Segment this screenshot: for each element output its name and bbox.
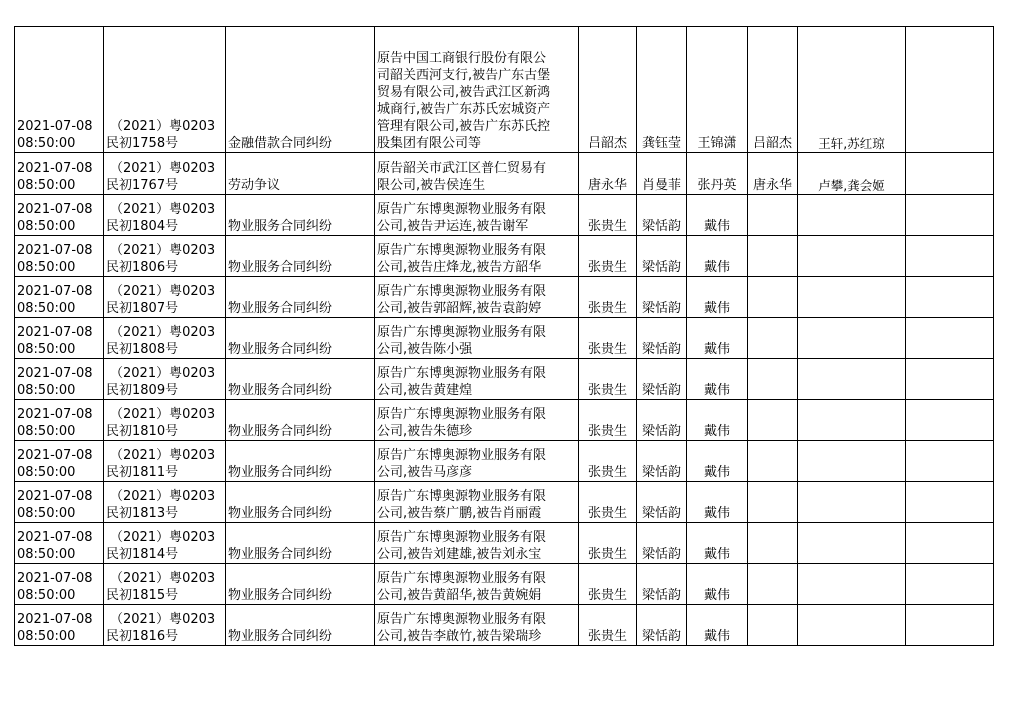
table-row xyxy=(15,359,994,400)
other-personnel: 卢攀,龚会姬 xyxy=(818,178,885,193)
parties-line: 原告中国工商银行股份有限公 xyxy=(377,51,547,66)
juror-2-cell xyxy=(687,153,748,195)
table-row xyxy=(15,441,994,482)
parties-line: 原告广东博奥源物业服务有限 xyxy=(377,243,547,258)
blank-cell xyxy=(906,523,994,564)
hearing-datetime-cell xyxy=(15,482,104,523)
case-number-cell xyxy=(104,27,226,153)
case-number-line1: （2021）粤0203 xyxy=(110,612,216,627)
case-number-line1: （2021）粤0203 xyxy=(110,571,216,586)
presiding-judge-cell xyxy=(579,318,637,359)
hearing-date: 2021-07-08 xyxy=(17,530,93,545)
presiding-judge-cell xyxy=(579,564,637,605)
parties-cell xyxy=(375,153,579,195)
case-number-line2: 民初1808号 xyxy=(106,342,179,357)
hearing-date: 2021-07-08 xyxy=(17,407,93,422)
case-cause: 物业服务合同纠纷 xyxy=(228,342,333,357)
hearing-time: 08:50:00 xyxy=(17,588,76,603)
parties-cell xyxy=(375,482,579,523)
table-row xyxy=(15,482,994,523)
presiding-judge-cell xyxy=(579,482,637,523)
case-number-line1: （2021）粤0203 xyxy=(110,119,216,134)
hearing-time: 08:50:00 xyxy=(17,219,76,234)
case-cause-cell xyxy=(226,359,375,400)
presiding-judge: 张贵生 xyxy=(587,424,627,439)
presiding-judge: 张贵生 xyxy=(587,506,627,521)
presiding-judge-cell xyxy=(579,195,637,236)
hearing-datetime-cell xyxy=(15,441,104,482)
case-number-line1: （2021）粤0203 xyxy=(110,366,216,381)
presiding-judge: 张贵生 xyxy=(587,219,627,234)
parties-cell xyxy=(375,236,579,277)
case-cause: 物业服务合同纠纷 xyxy=(228,465,333,480)
case-number-line2: 民初1804号 xyxy=(106,219,179,234)
parties-line: 原告广东博奥源物业服务有限 xyxy=(377,407,547,422)
parties-line: 公司,被告朱德珍 xyxy=(377,424,473,439)
case-cause: 物业服务合同纠纷 xyxy=(228,506,333,521)
hearing-date: 2021-07-08 xyxy=(17,571,93,586)
clerk-cell xyxy=(748,277,798,318)
case-cause: 物业服务合同纠纷 xyxy=(228,424,333,439)
presiding-judge-cell xyxy=(579,523,637,564)
presiding-judge: 张贵生 xyxy=(587,629,627,644)
table-row xyxy=(15,236,994,277)
hearing-datetime-cell xyxy=(15,400,104,441)
juror-1-cell xyxy=(637,400,687,441)
case-cause-cell xyxy=(226,523,375,564)
parties-cell xyxy=(375,195,579,236)
hearing-datetime-cell xyxy=(15,153,104,195)
case-cause: 物业服务合同纠纷 xyxy=(228,383,333,398)
other-personnel-cell xyxy=(798,441,906,482)
juror-1-cell xyxy=(637,482,687,523)
presiding-judge: 吕韶杰 xyxy=(587,136,627,151)
juror-1: 梁恬韵 xyxy=(641,465,681,480)
juror-2: 戴伟 xyxy=(703,260,730,275)
hearing-datetime-cell xyxy=(15,195,104,236)
case-number-line1: （2021）粤0203 xyxy=(110,243,216,258)
blank-cell xyxy=(906,605,994,646)
case-cause-cell xyxy=(226,564,375,605)
parties-line: 公司,被告马彦彦 xyxy=(377,465,473,480)
presiding-judge: 张贵生 xyxy=(587,342,627,357)
blank-cell xyxy=(906,153,994,195)
hearing-time: 08:50:00 xyxy=(17,465,76,480)
table-row xyxy=(15,277,994,318)
blank-cell xyxy=(906,27,994,153)
juror-1-cell xyxy=(637,605,687,646)
hearing-date: 2021-07-08 xyxy=(17,284,93,299)
case-number-cell xyxy=(104,605,226,646)
juror-1-cell xyxy=(637,153,687,195)
parties-line: 公司,被告黄韶华,被告黄婉娟 xyxy=(377,588,542,603)
table-row xyxy=(15,564,994,605)
juror-1-cell xyxy=(637,523,687,564)
hearing-time: 08:50:00 xyxy=(17,506,76,521)
table-row xyxy=(15,605,994,646)
juror-2: 戴伟 xyxy=(703,588,730,603)
hearing-time: 08:50:00 xyxy=(17,342,76,357)
juror-1: 梁恬韵 xyxy=(641,260,681,275)
blank-cell xyxy=(906,441,994,482)
case-number-cell xyxy=(104,564,226,605)
juror-2-cell xyxy=(687,27,748,153)
hearing-datetime-cell xyxy=(15,564,104,605)
juror-2: 张丹英 xyxy=(697,178,737,193)
case-number-line1: （2021）粤0203 xyxy=(110,161,216,176)
parties-line: 原告广东博奥源物业服务有限 xyxy=(377,284,547,299)
case-number-line2: 民初1816号 xyxy=(106,629,179,644)
presiding-judge-cell xyxy=(579,277,637,318)
case-number-line1: （2021）粤0203 xyxy=(110,530,216,545)
clerk-cell xyxy=(748,564,798,605)
other-personnel-cell xyxy=(798,482,906,523)
presiding-judge: 张贵生 xyxy=(587,260,627,275)
clerk-cell xyxy=(748,523,798,564)
case-cause-cell xyxy=(226,277,375,318)
juror-1-cell xyxy=(637,195,687,236)
juror-1-cell xyxy=(637,27,687,153)
parties-line: 公司,被告李啟竹,被告梁瑞珍 xyxy=(377,629,542,644)
hearing-time: 08:50:00 xyxy=(17,629,76,644)
other-personnel: 王轩,苏红琼 xyxy=(818,136,885,151)
juror-2: 戴伟 xyxy=(703,219,730,234)
other-personnel-cell xyxy=(798,277,906,318)
case-number-cell xyxy=(104,153,226,195)
parties-line: 公司,被告黄建煌 xyxy=(377,383,473,398)
presiding-judge-cell xyxy=(579,359,637,400)
blank-cell xyxy=(906,318,994,359)
blank-cell xyxy=(906,564,994,605)
other-personnel-cell xyxy=(798,605,906,646)
other-personnel-cell xyxy=(798,236,906,277)
hearing-datetime-cell xyxy=(15,318,104,359)
clerk-cell xyxy=(748,236,798,277)
parties-cell xyxy=(375,318,579,359)
parties-line: 公司,被告庄烽龙,被告方韶华 xyxy=(377,260,542,275)
table-row xyxy=(15,27,994,153)
case-number-line2: 民初1815号 xyxy=(106,588,179,603)
hearing-datetime-cell xyxy=(15,236,104,277)
case-cause-cell xyxy=(226,195,375,236)
case-cause-cell xyxy=(226,482,375,523)
case-number-line2: 民初1810号 xyxy=(106,424,179,439)
juror-1: 梁恬韵 xyxy=(641,424,681,439)
case-number-line1: （2021）粤0203 xyxy=(110,448,216,463)
clerk-cell xyxy=(748,441,798,482)
case-number-cell xyxy=(104,318,226,359)
hearing-datetime-cell xyxy=(15,277,104,318)
parties-line: 贸易有限公司,被告武江区新鸿 xyxy=(377,85,551,100)
hearing-datetime-cell xyxy=(15,359,104,400)
case-number-line2: 民初1806号 xyxy=(106,260,179,275)
juror-2-cell xyxy=(687,400,748,441)
parties-line: 原告韶关市武江区普仁贸易有 xyxy=(377,161,547,176)
hearing-time: 08:50:00 xyxy=(17,260,76,275)
case-number-line2: 民初1809号 xyxy=(106,383,179,398)
parties-line: 公司,被告尹运连,被告谢军 xyxy=(377,219,529,234)
clerk-cell xyxy=(748,605,798,646)
presiding-judge: 张贵生 xyxy=(587,383,627,398)
parties-line: 公司,被告郭韶辉,被告袁韵婷 xyxy=(377,301,542,316)
presiding-judge-cell xyxy=(579,236,637,277)
hearing-date: 2021-07-08 xyxy=(17,448,93,463)
hearing-datetime-cell xyxy=(15,523,104,564)
juror-1-cell xyxy=(637,441,687,482)
case-number-line2: 民初1807号 xyxy=(106,301,179,316)
other-personnel-cell xyxy=(798,153,906,195)
presiding-judge: 张贵生 xyxy=(587,547,627,562)
hearing-date: 2021-07-08 xyxy=(17,612,93,627)
hearing-date: 2021-07-08 xyxy=(17,325,93,340)
blank-cell xyxy=(906,277,994,318)
case-number-cell xyxy=(104,482,226,523)
case-number-cell xyxy=(104,441,226,482)
presiding-judge: 张贵生 xyxy=(587,588,627,603)
case-number-cell xyxy=(104,523,226,564)
presiding-judge: 张贵生 xyxy=(587,465,627,480)
other-personnel-cell xyxy=(798,523,906,564)
case-cause: 劳动争议 xyxy=(228,178,281,193)
other-personnel-cell xyxy=(798,359,906,400)
juror-2-cell xyxy=(687,564,748,605)
other-personnel-cell xyxy=(798,195,906,236)
parties-line: 原告广东博奥源物业服务有限 xyxy=(377,366,547,381)
juror-2-cell xyxy=(687,359,748,400)
juror-1: 梁恬韵 xyxy=(641,342,681,357)
juror-1: 肖曼菲 xyxy=(641,178,681,193)
juror-2: 戴伟 xyxy=(703,342,730,357)
juror-1: 梁恬韵 xyxy=(641,588,681,603)
juror-1-cell xyxy=(637,564,687,605)
parties-line: 原告广东博奥源物业服务有限 xyxy=(377,202,547,217)
juror-1-cell xyxy=(637,318,687,359)
case-number-line1: （2021）粤0203 xyxy=(110,284,216,299)
case-number-line1: （2021）粤0203 xyxy=(110,489,216,504)
case-cause-cell xyxy=(226,153,375,195)
presiding-judge: 张贵生 xyxy=(587,301,627,316)
juror-1: 梁恬韵 xyxy=(641,547,681,562)
juror-2-cell xyxy=(687,277,748,318)
clerk: 吕韶杰 xyxy=(752,136,792,151)
case-number-cell xyxy=(104,400,226,441)
other-personnel-cell xyxy=(798,318,906,359)
parties-cell xyxy=(375,400,579,441)
juror-2: 戴伟 xyxy=(703,629,730,644)
case-cause-cell xyxy=(226,318,375,359)
table-row xyxy=(15,195,994,236)
parties-line: 公司,被告蔡广鹏,被告肖丽霞 xyxy=(377,506,542,521)
juror-1-cell xyxy=(637,277,687,318)
juror-2-cell xyxy=(687,523,748,564)
hearing-date: 2021-07-08 xyxy=(17,119,93,134)
presiding-judge-cell xyxy=(579,400,637,441)
clerk-cell xyxy=(748,195,798,236)
table-row xyxy=(15,400,994,441)
case-number-cell xyxy=(104,277,226,318)
clerk-cell xyxy=(748,359,798,400)
other-personnel-cell xyxy=(798,27,906,153)
juror-2-cell xyxy=(687,236,748,277)
case-number-line2: 民初1813号 xyxy=(106,506,179,521)
parties-cell xyxy=(375,441,579,482)
hearing-date: 2021-07-08 xyxy=(17,161,93,176)
juror-2: 戴伟 xyxy=(703,383,730,398)
hearing-date: 2021-07-08 xyxy=(17,243,93,258)
hearing-schedule-table xyxy=(14,26,994,646)
case-cause: 金融借款合同纠纷 xyxy=(228,136,333,151)
juror-1: 梁恬韵 xyxy=(641,629,681,644)
juror-1: 梁恬韵 xyxy=(641,219,681,234)
table-row xyxy=(15,318,994,359)
blank-cell xyxy=(906,400,994,441)
juror-1-cell xyxy=(637,359,687,400)
parties-line: 股集团有限公司等 xyxy=(377,136,482,151)
parties-line: 城商行,被告广东苏氏宏城资产 xyxy=(377,102,551,117)
parties-line: 管理有限公司,被告广东苏氏控 xyxy=(377,119,551,134)
parties-cell xyxy=(375,605,579,646)
presiding-judge-cell xyxy=(579,605,637,646)
table-row xyxy=(15,523,994,564)
parties-cell xyxy=(375,27,579,153)
hearing-time: 08:50:00 xyxy=(17,547,76,562)
case-number-cell xyxy=(104,359,226,400)
juror-1: 梁恬韵 xyxy=(641,301,681,316)
hearing-time: 08:50:00 xyxy=(17,136,76,151)
case-number-line1: （2021）粤0203 xyxy=(110,202,216,217)
case-cause: 物业服务合同纠纷 xyxy=(228,629,333,644)
parties-cell xyxy=(375,277,579,318)
case-number-line1: （2021）粤0203 xyxy=(110,407,216,422)
clerk-cell xyxy=(748,153,798,195)
juror-2: 戴伟 xyxy=(703,506,730,521)
clerk-cell xyxy=(748,27,798,153)
parties-cell xyxy=(375,523,579,564)
clerk-cell xyxy=(748,318,798,359)
case-cause: 物业服务合同纠纷 xyxy=(228,301,333,316)
hearing-date: 2021-07-08 xyxy=(17,489,93,504)
juror-2-cell xyxy=(687,605,748,646)
hearing-time: 08:50:00 xyxy=(17,301,76,316)
hearing-date: 2021-07-08 xyxy=(17,366,93,381)
hearing-time: 08:50:00 xyxy=(17,178,76,193)
parties-line: 限公司,被告侯连生 xyxy=(377,178,486,193)
parties-cell xyxy=(375,359,579,400)
presiding-judge-cell xyxy=(579,441,637,482)
parties-line: 原告广东博奥源物业服务有限 xyxy=(377,489,547,504)
parties-line: 公司,被告刘建雄,被告刘永宝 xyxy=(377,547,542,562)
blank-cell xyxy=(906,482,994,523)
parties-line: 原告广东博奥源物业服务有限 xyxy=(377,612,547,627)
juror-2-cell xyxy=(687,318,748,359)
hearing-time: 08:50:00 xyxy=(17,424,76,439)
case-cause-cell xyxy=(226,236,375,277)
case-cause-cell xyxy=(226,400,375,441)
clerk-cell xyxy=(748,400,798,441)
case-cause: 物业服务合同纠纷 xyxy=(228,547,333,562)
other-personnel-cell xyxy=(798,564,906,605)
juror-1: 梁恬韵 xyxy=(641,383,681,398)
blank-cell xyxy=(906,195,994,236)
hearing-time: 08:50:00 xyxy=(17,383,76,398)
case-cause-cell xyxy=(226,605,375,646)
parties-line: 原告广东博奥源物业服务有限 xyxy=(377,571,547,586)
parties-line: 原告广东博奥源物业服务有限 xyxy=(377,325,547,340)
parties-line: 司韶关西河支行,被告广东古堡 xyxy=(377,68,551,83)
table-body xyxy=(15,27,994,646)
hearing-datetime-cell xyxy=(15,605,104,646)
case-cause: 物业服务合同纠纷 xyxy=(228,260,333,275)
presiding-judge: 唐永华 xyxy=(587,178,627,193)
hearing-date: 2021-07-08 xyxy=(17,202,93,217)
case-number-line1: （2021）粤0203 xyxy=(110,325,216,340)
parties-line: 公司,被告陈小强 xyxy=(377,342,473,357)
blank-cell xyxy=(906,236,994,277)
clerk-cell xyxy=(748,482,798,523)
blank-cell xyxy=(906,359,994,400)
case-number-cell xyxy=(104,236,226,277)
clerk: 唐永华 xyxy=(752,178,792,193)
case-cause: 物业服务合同纠纷 xyxy=(228,588,333,603)
case-number-cell xyxy=(104,195,226,236)
juror-2-cell xyxy=(687,195,748,236)
juror-1: 龚钰莹 xyxy=(641,136,681,151)
juror-2-cell xyxy=(687,482,748,523)
hearing-datetime-cell xyxy=(15,27,104,153)
case-number-line2: 民初1811号 xyxy=(106,465,179,480)
juror-2: 戴伟 xyxy=(703,547,730,562)
juror-2: 戴伟 xyxy=(703,465,730,480)
case-cause: 物业服务合同纠纷 xyxy=(228,219,333,234)
presiding-judge-cell xyxy=(579,27,637,153)
juror-1: 梁恬韵 xyxy=(641,506,681,521)
parties-cell xyxy=(375,564,579,605)
other-personnel-cell xyxy=(798,400,906,441)
case-cause-cell xyxy=(226,27,375,153)
juror-2-cell xyxy=(687,441,748,482)
juror-2: 戴伟 xyxy=(703,424,730,439)
parties-line: 原告广东博奥源物业服务有限 xyxy=(377,530,547,545)
case-cause-cell xyxy=(226,441,375,482)
case-number-line2: 民初1767号 xyxy=(106,178,179,193)
case-number-line2: 民初1758号 xyxy=(106,136,179,151)
juror-1-cell xyxy=(637,236,687,277)
juror-2: 王锦潇 xyxy=(697,136,737,151)
table-row xyxy=(15,153,994,195)
presiding-judge-cell xyxy=(579,153,637,195)
juror-2: 戴伟 xyxy=(703,301,730,316)
case-number-line2: 民初1814号 xyxy=(106,547,179,562)
parties-line: 原告广东博奥源物业服务有限 xyxy=(377,448,547,463)
